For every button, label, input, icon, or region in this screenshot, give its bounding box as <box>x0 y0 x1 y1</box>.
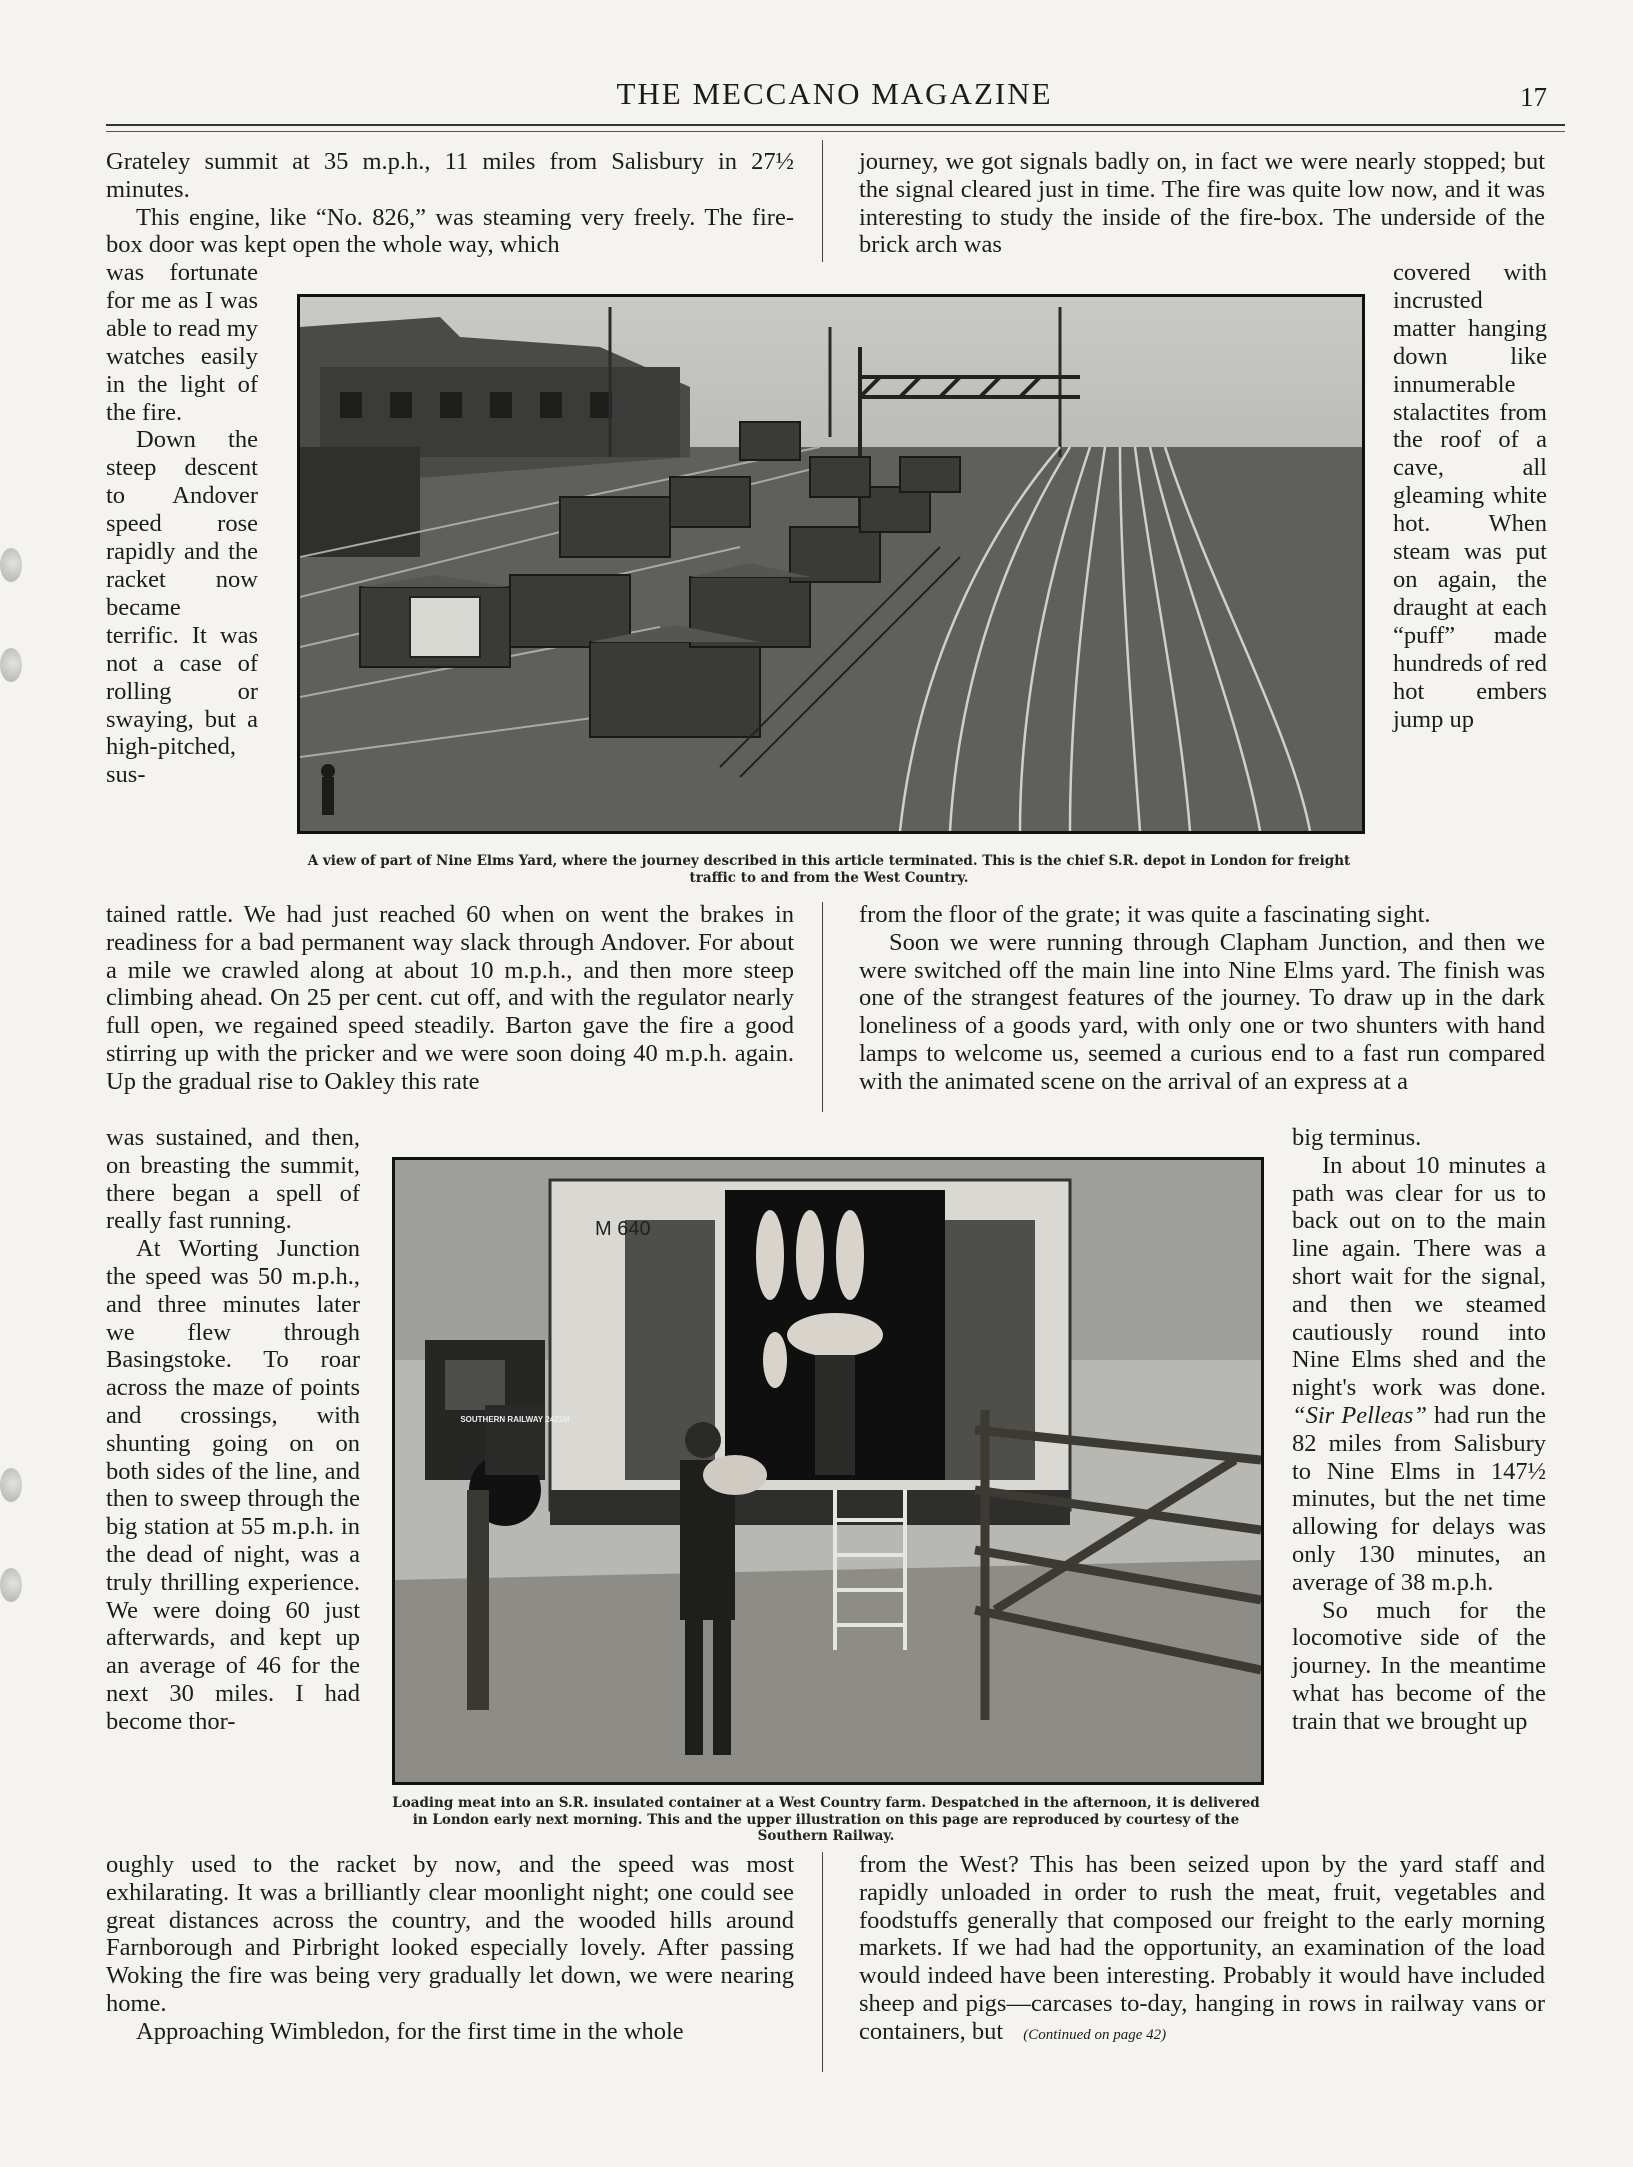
text-run: had run the 82 miles from Salisbury to Nine Elms in 147½ minutes, but the net time allowing for delays was only 130 minutes, an average of 38 m.p.h. <box>1292 1401 1546 1596</box>
paragraph <box>859 1851 1545 2050</box>
photo-nine-elms-yard <box>297 294 1365 834</box>
left-bottom-text <box>106 1851 794 2046</box>
right-beside-photo-2 <box>1292 1124 1546 1736</box>
yard-illustration <box>300 297 1362 831</box>
binding-hole <box>0 1568 22 1602</box>
column-divider <box>822 902 823 1112</box>
binding-hole <box>0 648 22 682</box>
right-middle-text <box>859 901 1545 1096</box>
paragraph: from the floor of the grate; it was quite a fascinating sight. <box>859 901 1431 928</box>
page-number: 17 <box>1520 82 1547 112</box>
header-rule <box>106 124 1565 126</box>
paragraph: Down the steep descent to Andover speed rose rapidly and the racket now became terrific. It was not a case of rolling or swaying, but a high-pitched, sus- <box>106 426 258 789</box>
paragraph-lead: big terminus. <box>1292 1124 1422 1151</box>
left-middle-text <box>106 901 794 1096</box>
header-rule-thin <box>106 131 1565 132</box>
paragraph: Approaching Wimbledon, for the first time in the whole <box>136 2017 684 2045</box>
left-beside-photo-2 <box>106 1124 360 1736</box>
engine-name: “Sir Pelleas” <box>1292 1401 1427 1429</box>
binding-hole <box>0 548 22 582</box>
binding-hole <box>0 1468 22 1502</box>
left-beside-photo-1 <box>106 259 258 789</box>
photo-1-caption: A view of part of Nine Elms Yard, where the journey described in this article terminated. This is the chief S.R. depot in London for freight traffic to and from the West Country. <box>307 853 1351 886</box>
left-top-text <box>106 148 794 259</box>
paragraph: So much for the locomotive side of the journey. In the meantime what has become of the train that we brought up <box>1292 1596 1546 1735</box>
paragraph: At Worting Junction the speed was 50 m.p.h., and three minutes later we flew through Basingstoke. To roar across the maze of points and crossings, with shunting going on on both sides of the line, and then to sweep through the big station at 55 m.p.h. in the dead of night, was a truly thrilling experience. We were doing 60 just afterwards, and kept up an average of 46 for the next 30 miles. I had become thor- <box>106 1235 360 1735</box>
right-bottom-text <box>859 1851 1545 2050</box>
paragraph: This engine, like “No. 826,” was steaming very freely. The fire-box door was kept open the whole way, which <box>106 203 794 259</box>
paragraph: Soon we were running through Clapham Junction, and then we were switched off the main line into Nine Elms yard. The finish was one of the strangest features of the journey. To draw up in the dark loneliness of a goods yard, with only one or two shunters with hand lamps to welcome us, seemed a curious end to a fast run compared with the animated scene on the arrival of an express at a <box>859 928 1545 1095</box>
photo-loading-meat <box>392 1157 1264 1785</box>
paragraph: was fortunate for me as I was able to read my watches easily in the light of the fire. <box>106 259 258 426</box>
continued-note: (Continued on page 42) <box>1023 2026 1167 2043</box>
text-run: from the West? This has been seized upon by the yard staff and rapidly unloaded in order to rush the meat, fruit, vegetables and foodstuffs generally that composed our freight to the early morning markets. If we had had the opportunity, an examination of the load would indeed have been interesting. Probably it would have included sheep and pigs—carcases to-day, hanging in rows in railway vans or containers, but <box>859 1851 1545 2045</box>
paragraph: was sustained, and then, on breasting the summit, there began a spell of really fast running. <box>106 1124 360 1235</box>
lorry-lettering: SOUTHERN RAILWAY 2421M <box>460 1415 570 1424</box>
paragraph <box>1292 1152 1546 1597</box>
paragraph: tained rattle. We had just reached 60 when on went the brakes in readiness for a bad permanent way slack through Andover. For about a mile we crawled along at about 10 m.p.h., and then more steep climbing ahead. On 25 per cent. cut off, and with the regulator nearly full open, we regained speed steadily. Barton gave the fire a good stirring up with the pricker and we were soon doing 40 m.p.h. again. Up the gradual rise to Oakley this rate <box>106 901 794 1095</box>
right-top-text <box>859 148 1545 259</box>
paragraph: Grateley summit at 35 m.p.h., 11 miles from Salisbury in 27½ minutes. <box>106 148 794 203</box>
loading-illustration <box>395 1160 1261 1782</box>
column-divider <box>822 140 823 262</box>
page-header <box>106 76 1563 126</box>
paragraph: covered with incrusted matter hanging down like innumerable stalactites from the roof of a cave, all gleaming white hot. When steam was put on again, the draught at each “puff” made hundreds of red hot embers jump up <box>1393 259 1547 733</box>
text-run: In about 10 minutes a path was clear for us to back out on to the main line again. There was a short wait for the signal, and then we steamed cautiously round into Nine Elms shed and the night's work was done. <box>1292 1151 1546 1402</box>
column-divider <box>822 1852 823 2072</box>
magazine-title: THE MECCANO MAGAZINE <box>616 76 1053 111</box>
paragraph: journey, we got signals badly on, in fact we were nearly stopped; but the signal cleared just in time. The fire was quite low now, and it was interesting to study the inside of the fire-box. The underside of the brick arch was <box>859 148 1545 259</box>
right-beside-photo-1 <box>1393 259 1547 733</box>
photo-2-caption: Loading meat into an S.R. insulated container at a West Country farm. Despatched in the afternoon, it is delivered in London early next morning. This and the upper illustration on this page are reproduced by courtesy of the Southern Railway. <box>392 1795 1260 1844</box>
container-number: M 640 <box>595 1218 651 1240</box>
paragraph: oughly used to the racket by now, and the speed was most exhilarating. It was a brilliantly clear moonlight night; one could see great distances across the country, and the wooded hills around Farnborough and Pirbright looked especially lovely. After passing Woking the fire was being very gradually let down, we were nearing home. <box>106 1851 794 2017</box>
